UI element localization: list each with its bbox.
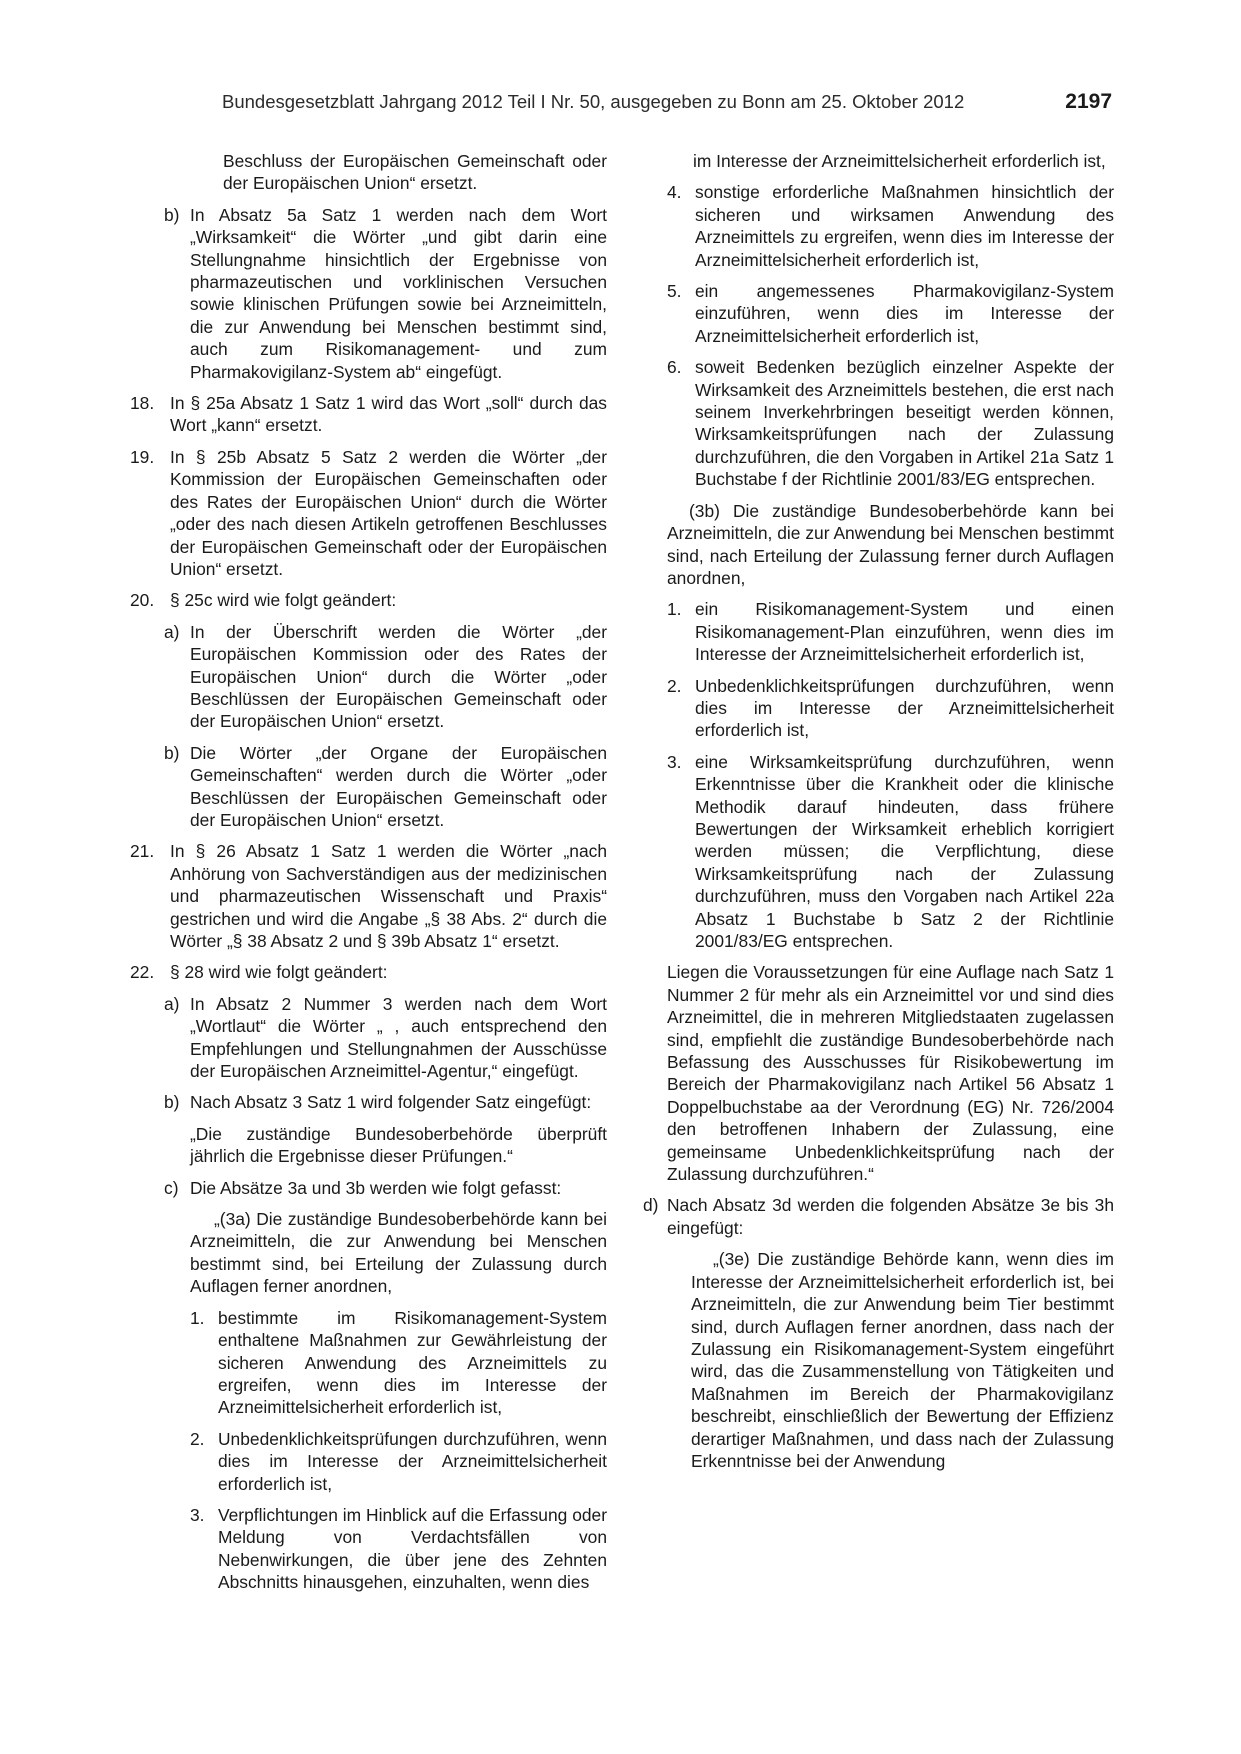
item-number: 1. <box>667 599 682 620</box>
item-number: 20. <box>130 590 155 611</box>
list-item-22 <box>130 961 607 983</box>
item-text: In § 25a Absatz 1 Satz 1 wird das Wort „soll“ durch das Wort „kann“ ersetzt. <box>170 393 607 436</box>
item-text: Nach Absatz 3 Satz 1 wird folgender Satz eingefügt: <box>190 1092 592 1113</box>
page-number: 2197 <box>1065 90 1112 113</box>
item-text: Unbedenklichkeitsprüfungen durchzuführen, wenn dies im Interesse der Arzneimittelsicherheit erforderlich ist, <box>695 675 1114 741</box>
inserted-sentence-quote: „Die zuständige Bundesoberbehörde überprüft jährlich die Ergebnisse dieser Prüfungen.“ <box>190 1123 607 1167</box>
paragraph-liegen: Liegen die Voraussetzungen für eine Auflage nach Satz 1 Nummer 2 für mehr als ein Arzneimittel vor und sind dies Arzneimittel, die in mehreren Mitgliedstaaten zugelassen sind, empfiehlt die zuständige Bundesoberbehörde nach Befassung des Ausschusses für Risikobewertung im Bereich der Pharmakovigilanz nach Artikel 56 Absatz 1 Doppelbuchstabe aa der Verordnung (EG) Nr. 726/2004 den betroffenen Inhabern der Zulassung, eine gemeinsame Unbedenklichkeitsprüfung nach der Zulassung durchzuführen.“ <box>667 962 1114 1185</box>
item-text: Verpflichtungen im Hinblick auf die Erfassung oder Meldung von Verdachtsfällen von Nebenwirkungen, die über jene des Zehnten Abschnitts hinausgehen, einzuhalten, wenn dies <box>218 1504 607 1593</box>
running-title: Bundesgesetzblatt Jahrgang 2012 Teil I Nr. 50, ausgegeben zu Bonn am 25. Oktober 2012 <box>222 91 965 112</box>
list-item-22d <box>643 1194 1114 1239</box>
list-item-3a-4 <box>667 181 1114 271</box>
item-text: In der Überschrift werden die Wörter „der Europäischen Kommission oder des Rates der Europäischen Union“ durch die Wörter „oder Beschlüssen der Europäischen Gemeinschaft oder der Europäischen Union“ ersetzt. <box>190 621 607 732</box>
item-number: 2. <box>667 675 682 696</box>
page-header <box>222 90 1112 128</box>
list-item-17b <box>164 204 607 383</box>
list-item-3a-5 <box>667 280 1114 347</box>
item-number: 2. <box>190 1428 205 1449</box>
item-text: In Absatz 5a Satz 1 werden nach dem Wort „Wirksamkeit“ die Wörter „und gibt darin eine Stellungnahme hinsichtlich der Ergebnisse von pharmazeutischen und vorklinischen Versuchen sowie klinischen Prüfungen sowie bei Arzneimitteln, die zur Anwendung bei Menschen bestimmt sind, auch zum Risikomanagement- und zum Pharmakovigilanz-System ab“ eingefügt. <box>190 204 607 382</box>
paragraph-continuation: im Interesse der Arzneimittelsicherheit erforderlich ist, <box>693 151 1106 171</box>
item-text: In § 26 Absatz 1 Satz 1 werden die Wörter „nach Anhörung von Sachverständigen aus der medizinischen und pharmazeutischen Wissenschaft und Praxis“ gestrichen und wird die Angabe „§ 38 Abs. 2“ durch die Wörter „§ 38 Absatz 2 und § 39b Absatz 1“ ersetzt. <box>170 841 607 951</box>
item-text: bestimmte im Risikomanagement-System enthaltene Maßnahmen zur Gewährleistung der sicheren Anwendung des Arzneimittels zu ergreifen, wenn dies im Interesse der Arzneimittelsicherheit erforderlich ist, <box>218 1307 607 1418</box>
item-number: 3. <box>190 1504 205 1525</box>
item-text: In Absatz 2 Nummer 3 werden nach dem Wort „Wortlaut“ die Wörter „ , auch entsprechend den Empfehlungen und Stellungnahmen der Ausschüsse der Europäischen Arzneimittel-Agentur,“ eingefügt. <box>190 993 607 1082</box>
list-item-19 <box>130 446 607 580</box>
right-column <box>643 150 1114 1481</box>
list-item-3a-2 <box>190 1428 607 1495</box>
list-item-22c <box>164 1177 607 1199</box>
item-number: 22. <box>130 962 155 983</box>
item-number: 19. <box>130 446 155 467</box>
item-text: ein angemessenes Pharmakovigilanz-System einzuführen, wenn dies im Interesse der Arzneimittelsicherheit erforderlich ist, <box>695 281 1114 346</box>
list-item-3b-3 <box>667 751 1114 953</box>
item-text: § 25c wird wie folgt geändert: <box>170 590 397 611</box>
paragraph-3b: (3b) Die zuständige Bundesoberbehörde kann bei Arzneimitteln, die zur Anwendung bei Menschen bestimmt sind, nach Erteilung der Zulassung ferner durch Auflagen anordnen, <box>667 500 1114 588</box>
item-number: b) <box>164 1092 180 1113</box>
item-number: 4. <box>667 182 682 203</box>
list-item-3b-2 <box>667 675 1114 742</box>
list-item-22a <box>164 993 607 1083</box>
item-number: c) <box>164 1177 179 1198</box>
paragraph-3a: „(3a) Die zuständige Bundesoberbehörde kann bei Arzneimitteln, die zur Anwendung bei Menschen bestimmt sind, bei Erteilung der Zulassung durch Auflagen ferner anordnen, <box>190 1209 607 1297</box>
list-item-3a-1 <box>190 1307 607 1419</box>
paragraph-3e: „(3e) Die zuständige Behörde kann, wenn dies im Interesse der Arzneimittelsicherheit erforderlich ist, bei Arzneimitteln, die zur Anwendung beim Tier bestimmt sind, durch Auflagen ferner anordnen, dass nach der Zulassung ein Risikomanagement-System eingeführt wird, das die Zusammenstellung von Tätigkeiten und Maßnahmen im Bereich der Pharmakovigilanz beschreibt, einschließlich der Bewertung der Effizienz derartiger Maßnahmen, und dass nach der Zulassung Erkenntnisse bei der Anwendung <box>691 1249 1114 1471</box>
item-number: d) <box>643 1195 659 1216</box>
item-text: § 28 wird wie folgt geändert: <box>170 962 388 983</box>
item-number: a) <box>164 993 180 1014</box>
item-text: Nach Absatz 3d werden die folgenden Absätze 3e bis 3h eingefügt: <box>667 1195 1114 1238</box>
item-text: Die Wörter „der Organe der Europäischen Gemeinschaften“ werden durch die Wörter „oder Beschlüssen der Europäischen Gemeinschaft oder der Europäischen Union“ ersetzt. <box>190 742 607 830</box>
list-item-21 <box>130 840 607 952</box>
item-text: soweit Bedenken bezüglich einzelner Aspekte der Wirksamkeit des Arzneimittels bestehen, die erst nach seinem Inverkehrbringen beseitigt werden können, Wirksamkeitsprüfungen nach der Zulassung durchzuführen, die den Vorgaben in Artikel 21a Satz 1 Buchstabe f der Richtlinie 2001/83/EG entsprechen. <box>695 357 1114 490</box>
list-item-3a-3 <box>190 1504 607 1594</box>
item-number: 18. <box>130 393 155 414</box>
item-text: Die Absätze 3a und 3b werden wie folgt gefasst: <box>190 1177 562 1198</box>
item-text: sonstige erforderliche Maßnahmen hinsichtlich der sicheren und wirksamen Anwendung des Arzneimittels zu ergreifen, wenn dies im Interesse der Arzneimittelsicherheit erforderlich ist, <box>695 182 1114 270</box>
item-number: 6. <box>667 357 682 378</box>
item-text: Unbedenklichkeitsprüfungen durchzuführen, wenn dies im Interesse der Arzneimittelsicherheit erforderlich ist, <box>218 1428 607 1494</box>
list-item-20a <box>164 621 607 733</box>
item-number: 3. <box>667 751 682 772</box>
list-item-3a-6 <box>667 356 1114 490</box>
item-number: 21. <box>130 841 155 862</box>
item-number: b) <box>164 742 180 763</box>
item-text: In § 25b Absatz 5 Satz 2 werden die Wörter „der Kommission der Europäischen Gemeinschaften oder des Rates der Europäischen Union“ durch die Wörter „oder des nach diesen Artikeln getroffenen Beschlusses der Europäischen Gemeinschaft oder der Europäischen Union“ ersetzt. <box>170 446 607 579</box>
left-column <box>130 150 607 1603</box>
list-item-18 <box>130 392 607 437</box>
list-item-22b <box>164 1091 607 1113</box>
paragraph-continuation: Beschluss der Europäischen Gemeinschaft oder der Europäischen Union“ ersetzt. <box>223 151 607 194</box>
item-number: 1. <box>190 1307 205 1328</box>
item-text: eine Wirksamkeitsprüfung durchzuführen, wenn Erkenntnisse über die Krankheit oder die klinische Methodik darauf hindeuten, dass frühere Bewertungen der Wirksamkeit erheblich korrigiert werden müssen; die Verpflichtung, diese Wirksamkeitsprüfung nach der Zulassung durchzuführen, muss den Vorgaben nach Artikel 22a Absatz 1 Buchstabe b Satz 2 der Richtlinie 2001/83/EG entsprechen. <box>695 751 1114 951</box>
list-item-3b-1 <box>667 598 1114 665</box>
list-item-20 <box>130 589 607 611</box>
list-item-20b <box>164 742 607 832</box>
item-number: 5. <box>667 281 682 302</box>
item-text: ein Risikomanagement-System und einen Risikomanagement-Plan einzuführen, wenn dies im Interesse der Arzneimittelsicherheit erforderlich ist, <box>695 599 1114 665</box>
item-number: b) <box>164 204 180 225</box>
item-number: a) <box>164 621 180 642</box>
